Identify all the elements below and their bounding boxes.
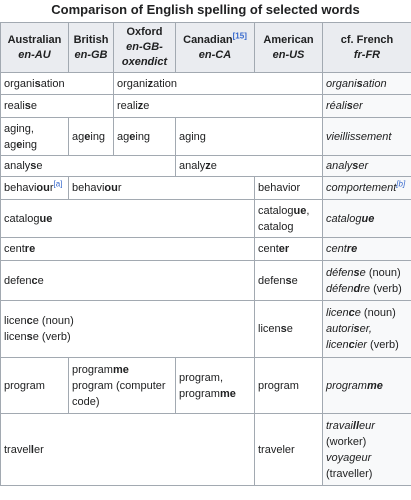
cell-fr: programme — [323, 358, 411, 414]
column-code: en-GB — [74, 48, 108, 61]
cell-au-gb-ox: analyse — [1, 156, 176, 177]
cell-au-gb-ox-ca: catalogue — [1, 200, 255, 238]
column-name: Australian — [7, 33, 62, 46]
cell-au-gb-ox-ca: centre — [1, 238, 255, 261]
column-name: cf. French — [340, 33, 394, 46]
cell-au: program — [1, 358, 69, 414]
column-code: en-CA — [198, 48, 232, 61]
column-name: Canadian — [183, 33, 233, 46]
cell-us: center — [255, 238, 323, 261]
cell-au-gb-ox-ca: defence — [1, 261, 255, 301]
cell-us: program — [255, 358, 323, 414]
cell-fr: organisation — [323, 73, 411, 95]
citation-link[interactable]: [15] — [232, 30, 247, 40]
cell-fr: réaliser — [323, 95, 411, 118]
column-header-canadian — [176, 23, 255, 73]
table-row — [1, 177, 411, 200]
cell-au-gb-ox-ca: licence (noun) license (verb) — [1, 301, 255, 358]
table-row — [1, 156, 411, 177]
table-row — [1, 95, 411, 118]
cell-au-gb-ox-ca: traveller — [1, 414, 255, 486]
table-caption: Comparison of English spelling of selected words — [51, 2, 360, 17]
cell-au-gb: organisation — [1, 73, 114, 95]
table-row — [1, 301, 411, 358]
table-row — [1, 414, 411, 486]
column-code: en-AU — [18, 48, 51, 61]
column-header-british — [69, 23, 114, 73]
cell-fr: catalogue — [323, 200, 411, 238]
cell-ca-us: analyze — [176, 156, 323, 177]
cell-us: catalogue, catalog — [255, 200, 323, 238]
cell-fr: analyser — [323, 156, 411, 177]
column-code: en-US — [272, 48, 305, 61]
cell-au: aging, ageing — [1, 118, 69, 156]
table-row — [1, 358, 411, 414]
column-header-oxford — [114, 23, 176, 73]
cell-fr: travailleur (worker) voyageur (traveller) — [323, 414, 411, 486]
cell-fr: défense (noun) défendre (verb) — [323, 261, 411, 301]
cell-gb-ox-ca: behaviour — [69, 177, 255, 200]
cell-au: behaviour[a] — [1, 177, 69, 200]
cell-ox: ageing — [114, 118, 176, 156]
cell-us: defense — [255, 261, 323, 301]
cell-ca: program, programme — [176, 358, 255, 414]
cell-us: behavior — [255, 177, 323, 200]
footnote-link[interactable]: [b] — [396, 179, 406, 189]
table-row — [1, 118, 411, 156]
column-header-australian — [1, 23, 69, 73]
column-header-american — [255, 23, 323, 73]
cell-us: traveler — [255, 414, 323, 486]
table-row — [1, 238, 411, 261]
column-name: American — [263, 33, 314, 46]
column-name: Oxford — [126, 26, 163, 38]
cell-au-gb: realise — [1, 95, 114, 118]
cell-fr: comportement[b] — [323, 177, 411, 200]
column-header-french — [323, 23, 411, 73]
cell-ca-us: aging — [176, 118, 323, 156]
table-row — [1, 73, 411, 95]
cell-us: license — [255, 301, 323, 358]
table-row — [1, 261, 411, 301]
spelling-comparison-table — [0, 22, 411, 486]
cell-gb-ox: programme program (computer code) — [69, 358, 176, 414]
table-row — [1, 200, 411, 238]
cell-fr: vieillissement — [323, 118, 411, 156]
column-code: en-GB-oxendict — [121, 41, 168, 68]
cell-fr: licence (noun) autoriser, licencier (verb) — [323, 301, 411, 358]
cell-gb: ageing — [69, 118, 114, 156]
column-code: fr-FR — [353, 48, 381, 61]
footnote-link[interactable]: [a] — [53, 179, 63, 189]
cell-ox-ca-us: organization — [114, 73, 323, 95]
column-name: British — [73, 33, 109, 46]
cell-ox-ca-us: realize — [114, 95, 323, 118]
cell-fr: centre — [323, 238, 411, 261]
